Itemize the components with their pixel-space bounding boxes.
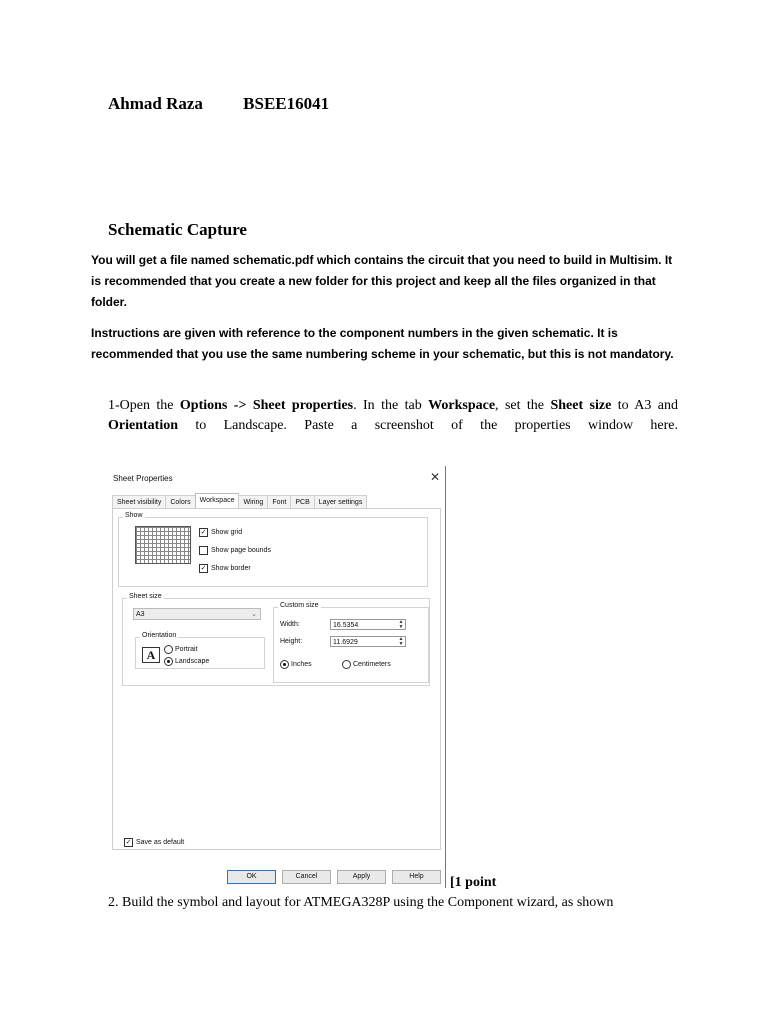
tab-sheet-visibility[interactable]: Sheet visibility: [112, 495, 166, 509]
radio-off-icon: [164, 645, 173, 654]
radio-label: Inches: [291, 661, 312, 668]
sheet-properties-dialog-screenshot: [108, 466, 446, 888]
group-title: Orientation: [142, 632, 177, 639]
step-2-instruction: 2. Build the symbol and layout for ATMEGA328P using the Component wizard, as shown: [108, 895, 614, 910]
inches-radio[interactable]: [280, 660, 312, 669]
apply-button[interactable]: Apply: [337, 870, 386, 884]
sheet-size-select[interactable]: [133, 608, 261, 620]
radio-off-icon: [342, 660, 351, 669]
input-value: 11.6929: [333, 639, 358, 646]
step-line-2: [108, 416, 678, 436]
input-value: 16.5354: [333, 622, 359, 629]
custom-size-group: [273, 602, 429, 683]
dialog-border: [445, 466, 446, 888]
spinner-icon[interactable]: ▲ ▼: [398, 619, 404, 630]
intro-paragraph: [91, 250, 681, 313]
radio-on-icon: [280, 660, 289, 669]
checkbox-label: Show page bounds: [211, 547, 271, 554]
checkbox-label: Save as default: [136, 839, 185, 846]
checkbox-unchecked-icon: [199, 546, 208, 555]
chevron-down-icon: ⌄: [251, 611, 257, 618]
step-1-instruction: [108, 396, 678, 436]
group-title: Show: [125, 512, 143, 519]
paragraph-line: folder.: [91, 295, 128, 309]
step-text: , set the: [495, 398, 551, 413]
width-input[interactable]: [330, 619, 406, 630]
show-grid-checkbox[interactable]: [199, 528, 242, 537]
height-input[interactable]: [330, 636, 406, 647]
paragraph-line: recommended that you use the same numbering scheme in your schematic, but this is not mandatory.: [91, 347, 674, 361]
step-text: . In the tab: [353, 398, 429, 413]
paragraph-line: Instructions are given with reference to the component numbers in the given schematic. It is: [91, 326, 618, 340]
tab-font[interactable]: Font: [267, 495, 291, 509]
instructions-paragraph: [91, 323, 681, 365]
tab-colors[interactable]: Colors: [165, 495, 195, 509]
dialog-title: Sheet Properties: [113, 474, 173, 483]
width-label: Width:: [280, 621, 300, 628]
show-page-bounds-checkbox[interactable]: [199, 546, 271, 555]
step-text: 1-Open the: [108, 398, 180, 413]
step-emphasis: Orientation: [108, 418, 178, 433]
step-emphasis: Sheet size: [550, 398, 612, 413]
tab-strip: [112, 493, 366, 508]
help-button[interactable]: Help: [392, 870, 441, 884]
orientation-icon: A: [142, 647, 160, 663]
radio-label: Landscape: [175, 658, 210, 665]
centimeters-radio[interactable]: [342, 660, 391, 669]
show-border-checkbox[interactable]: [199, 564, 251, 573]
paragraph-line: You will get a file named schematic.pdf which contains the circuit that you need to build in Multisim. It: [91, 253, 673, 267]
step-emphasis: Workspace: [428, 398, 496, 413]
section-title: Schematic Capture: [108, 220, 247, 239]
sheet-size-group: [122, 593, 430, 686]
checkbox-checked-icon: ✓: [125, 839, 132, 846]
radio-label: Portrait: [175, 646, 198, 653]
checkbox-label: Show border: [211, 565, 251, 572]
ok-button[interactable]: OK: [227, 870, 276, 884]
radio-label: Centimeters: [353, 661, 391, 668]
group-title: Custom size: [280, 602, 319, 609]
close-icon[interactable]: ✕: [429, 470, 440, 484]
radio-on-icon: [164, 657, 173, 666]
checkbox-label: Show grid: [211, 529, 243, 536]
author-name: Ahmad Raza: [108, 94, 203, 113]
tab-layer-settings[interactable]: Layer settings: [314, 495, 368, 509]
show-group: [118, 512, 428, 587]
height-label: Height:: [280, 638, 303, 645]
landscape-radio[interactable]: [164, 657, 209, 666]
tab-pcb[interactable]: PCB: [290, 495, 314, 509]
checkbox-checked-icon: ✓: [200, 565, 207, 572]
group-title: Sheet size: [129, 593, 162, 600]
checkbox-checked-icon: ✓: [200, 529, 207, 536]
grid-preview-image: [135, 526, 191, 564]
select-value: A3: [136, 611, 145, 618]
portrait-radio[interactable]: [164, 645, 198, 654]
step-text: to A3 and: [611, 398, 678, 413]
spinner-icon[interactable]: ▲ ▼: [398, 636, 404, 647]
points-label: [1 point: [450, 875, 497, 890]
step-emphasis: Options -> Sheet properties: [179, 398, 354, 413]
tab-workspace[interactable]: Workspace: [195, 493, 240, 509]
registration-number: BSEE16041: [243, 94, 330, 113]
author-line: [108, 94, 329, 114]
step-text: to Landscape. Paste a screenshot of the properties window here.: [178, 418, 678, 433]
paragraph-line: is recommended that you create a new folder for this project and keep all the files organized in that: [91, 274, 656, 288]
orientation-group: [135, 632, 265, 669]
tab-wiring[interactable]: Wiring: [238, 495, 268, 509]
save-as-default-checkbox[interactable]: [124, 838, 184, 847]
cancel-button[interactable]: Cancel: [282, 870, 331, 884]
